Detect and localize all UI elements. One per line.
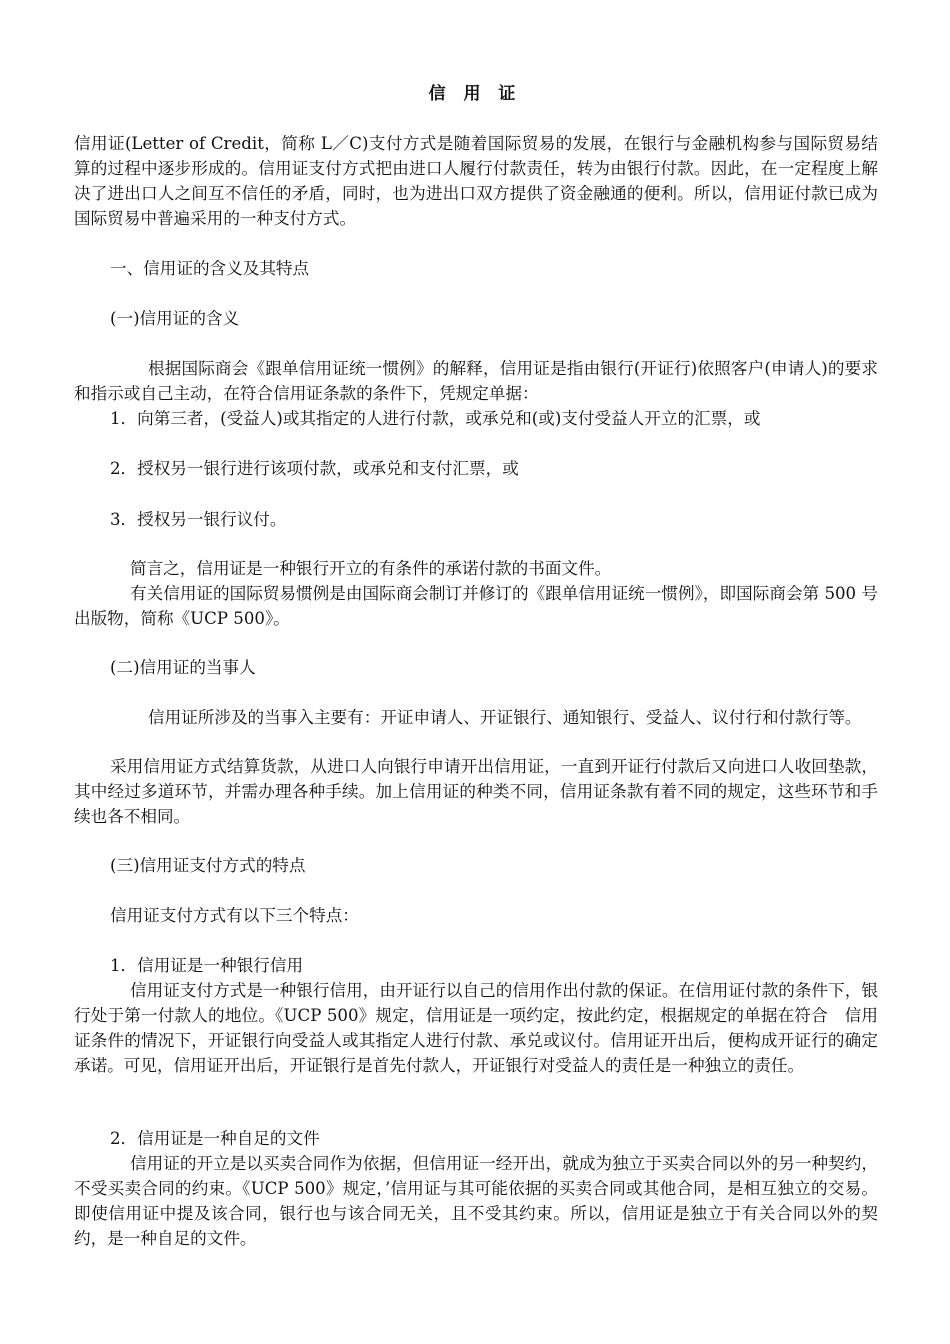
section-heading: 一、信用证的含义及其特点 xyxy=(110,259,310,278)
document-title: 信 用 证 xyxy=(428,84,522,104)
feature-1-heading: 1．信用证是一种银行信用 xyxy=(110,956,304,975)
summary-paragraph: 简言之，信用证是一种银行开立的有条件的承诺付款的书面文件。 xyxy=(130,559,612,578)
definition-paragraph: 根据国际商会《跟单信用证统一惯例》的解释，信用证是指由银行(开证行)依照客户(申请人)的要求和指示或自己主动，在符合信用证条款的条件下，凭规定单据： xyxy=(74,359,878,403)
feature-2-heading: 2．信用证是一种自足的文件 xyxy=(110,1129,320,1148)
process-paragraph: 采用信用证方式结算货款，从进口人向银行申请开出信用证，一直到开证行付款后又向进口人收回垫款，其中经过多道环节，并需办理各种手续。加上信用证的种类不同，信用证条款有着不同的规定，这些环节和手续也各不相同。 xyxy=(74,757,878,826)
definition-item-1: 1．向第三者，(受益人)或其指定的人进行付款，或承兑和(或)支付受益人开立的汇票，或 xyxy=(110,409,761,428)
intro-paragraph: 信用证(Letter of Credit，简称 L／C)支付方式是随着国际贸易的发展，在银行与金融机构参与国际贸易结算的过程中逐步形成的。信用证支付方式把由进口人履行付款责任，转为由银行付款。因此，在一定程度上解决了进出口人之间互不信任的矛盾，同时，也为进出口双方提供了资金融通的便利。所以，信用证付款已成为国际贸易中普遍采用的一种支付方式。 xyxy=(74,134,878,228)
ucp-paragraph: 有关信用证的国际贸易惯例是由国际商会制订并修订的《跟单信用证统一惯例》，即国际商会第 500 号出版物，简称《UCP 500》。 xyxy=(74,584,878,628)
parties-paragraph: 信用证所涉及的当事入主要有：开证申请人、开证银行、通知银行、受益人、议付行和付款行等。 xyxy=(148,708,862,727)
subsection-heading-features: (三)信用证支付方式的特点 xyxy=(110,856,306,875)
subsection-heading-definition: (一)信用证的含义 xyxy=(110,309,240,328)
definition-item-2: 2．授权另一银行进行该项付款，或承兑和支付汇票，或 xyxy=(110,459,519,478)
feature-2-body: 信用证的开立是以买卖合同作为依据，但信用证一经开出，就成为独立于买卖合同以外的另一种契约，不受买卖合同的约束。《UCP 500》规定，’信用证与其可能依据的买卖合同或其他合同，是相互独立的交易。即使信用证中提及该合同，银行也与该合同无关，且不受其约束。所以，信用证是独立于有关合同以外的契约，是一种自足的文件。 xyxy=(74,1154,878,1248)
subsection-heading-parties: (二)信用证的当事人 xyxy=(110,658,256,677)
features-intro: 信用证支付方式有以下三个特点： xyxy=(110,906,359,925)
definition-item-3: 3．授权另一银行议付。 xyxy=(110,510,287,529)
feature-1-body: 信用证支付方式是一种银行信用，由开证行以自己的信用作出付款的保证。在信用证付款的条件下，银行处于第一付款人的地位。《UCP 500》规定，信用证是一项约定，按此约定，根据规定的单据在符合 信用证条件的情况下，开证银行向受益人或其指定人进行付款、承兑或议付。信用证开出后，便构成开证行的确定承诺。可见，信用证开出后，开证银行是首先付款人，开证银行对受益人的责任是一种独立的责任。 xyxy=(74,981,878,1075)
